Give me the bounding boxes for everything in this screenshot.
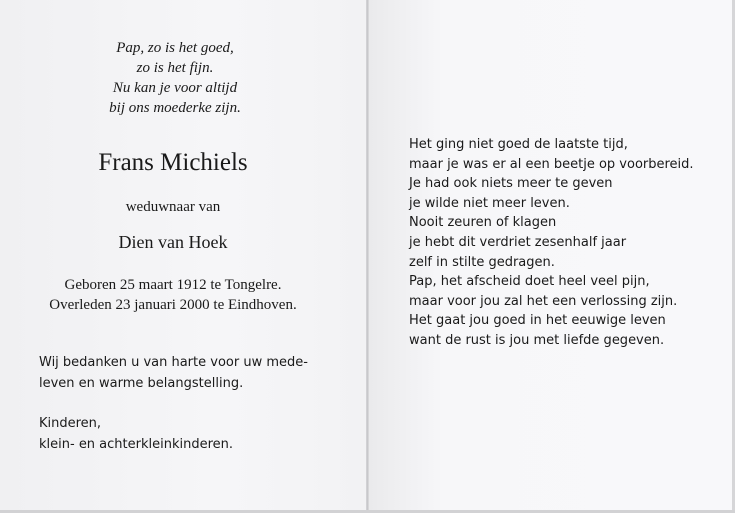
opening-poem-line: Nu kan je voor altijd [112,80,238,96]
poem-line: je wilde niet meer leven. [409,195,570,211]
left-page [0,0,367,513]
relation-label: weduwnaar van [125,199,221,215]
opening-poem [80,38,270,118]
poem-line: Het ging niet goed de laatste tijd, [409,137,628,152]
thanks-line: Wij bedanken u van harte voor uw mede- [39,355,308,370]
opening-poem-line: bij ons moederke zijn. [109,100,241,116]
poem-line: Pap, het afscheid doet heel veel pijn, [409,274,650,290]
opening-poem-line: zo is het fijn. [136,60,214,76]
poem-line: zelf in stilte gedragen. [409,254,555,270]
poem-line: Nooit zeuren of klagen [409,215,557,231]
deceased-name: Frans Michiels [98,149,248,176]
poem-line: want de rust is jou met liefde gegeven. [409,332,665,348]
poem-line: maar voor jou zal het een verlossing zijn. [409,293,678,309]
spouse-name: Dien van Hoek [118,232,228,252]
thanks-line: leven en warme belangstelling. [39,376,244,391]
family-line: klein- en achterkleinkinderen. [39,437,234,452]
opening-poem-line: Pap, zo is het goed, [116,40,234,56]
life-dates [20,275,326,315]
poem-line: Je had ook niets meer te geven [409,176,613,192]
thanks-message [39,352,339,394]
born-line: Geboren 25 maart 1912 te Tongelre. [64,277,282,293]
family-signature [39,413,339,455]
family-line: Kinderen, [39,416,102,431]
poem-line: je hebt dit verdriet zesenhalf jaar [409,234,627,250]
poem-line: maar je was er al een beetje op voorbereid. [409,156,694,172]
farewell-poem [409,135,719,351]
died-line: Overleden 23 januari 2000 te Eindhoven. [49,297,297,313]
poem-line: Het gaat jou goed in het eeuwige leven [409,313,666,329]
